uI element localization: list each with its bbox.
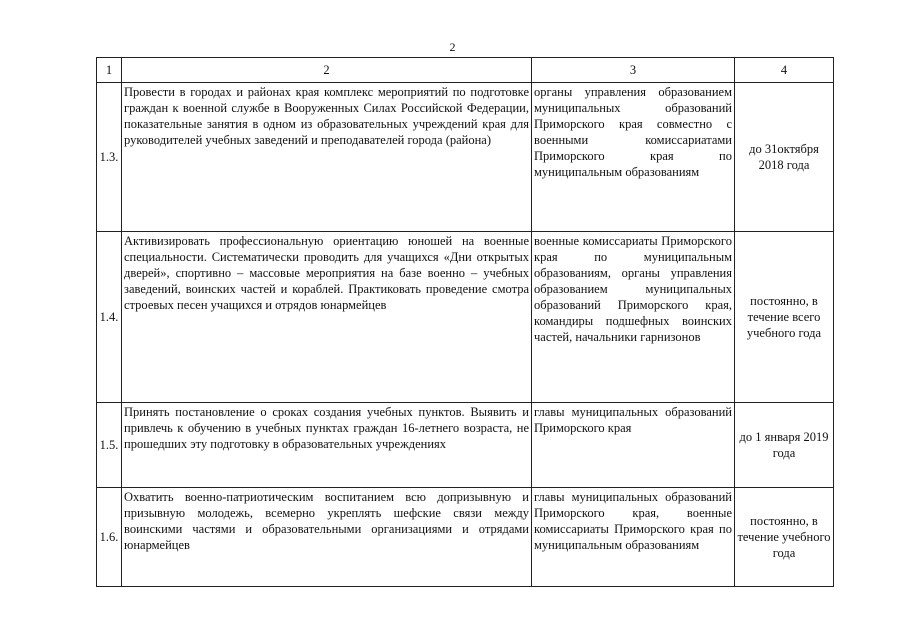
page-number: 2: [449, 40, 456, 54]
action-cell: Активизировать профессиональную ориентацию юношей на военные специальности. Систематически проводить для учащихся «Дни открытых дверей», спортивно – массовые мероприятия на базе военно – учебных заведений, воинских частей и кораблей. Практиковать проведение смотра строевых песен учащихся и отрядов юнармейцев: [122, 232, 532, 403]
responsible-cell: главы муниципальных образований Приморского края: [532, 403, 735, 488]
row-number: 1.4.: [97, 232, 122, 403]
row-number: 1.6.: [97, 488, 122, 587]
action-cell: Принять постановление о сроках создания учебных пунктов. Выявить и привлечь к обучению в учебных пунктах граждан 16-летнего возраста, не прошедших эту подготовку в образовательных учреждениях: [122, 403, 532, 488]
column-header: 4: [735, 58, 834, 83]
table-row: [97, 83, 834, 232]
column-header: 3: [532, 58, 735, 83]
responsible-cell: главы муниципальных образований Приморского края, военные комиссариаты Приморского края по муниципальным образованиям: [532, 488, 735, 587]
deadline-cell: постоянно, в течение всего учебного года: [735, 232, 834, 403]
responsible-cell: органы управления образованием муниципальных образований Приморского края совместно с военными комиссариатами Приморского края по муниципальным образованиям: [532, 83, 735, 232]
row-number: 1.5.: [97, 403, 122, 488]
activities-table: [96, 57, 834, 587]
table-header-row: [97, 58, 834, 83]
deadline-cell: постоянно, в течение учебного года: [735, 488, 834, 587]
column-header: 1: [97, 58, 122, 83]
row-number: 1.3.: [97, 83, 122, 232]
deadline-cell: до 1 января 2019 года: [735, 403, 834, 488]
table-row: [97, 232, 834, 403]
table-row: [97, 488, 834, 587]
responsible-cell: военные комиссариаты Приморского края по муниципальным образованиям, органы управления образованием муниципальных образований Приморского края, командиры подшефных воинских частей, начальники гарнизонов: [532, 232, 735, 403]
action-cell: Охватить военно-патриотическим воспитанием всю допризывную и призывную молодежь, всемерно укреплять шефские связи между воинскими частями и образовательными организациями и отрядами юнармейцев: [122, 488, 532, 587]
column-header: 2: [122, 58, 532, 83]
deadline-cell: до 31октября 2018 года: [735, 83, 834, 232]
action-cell: Провести в городах и районах края комплекс мероприятий по подготовке граждан к военной службе в Вооруженных Силах Российской Федерации, показательные занятия в одном из образовательных учреждений края для руководителей учебных заведений и преподавателей города (района): [122, 83, 532, 232]
table-row: [97, 403, 834, 488]
